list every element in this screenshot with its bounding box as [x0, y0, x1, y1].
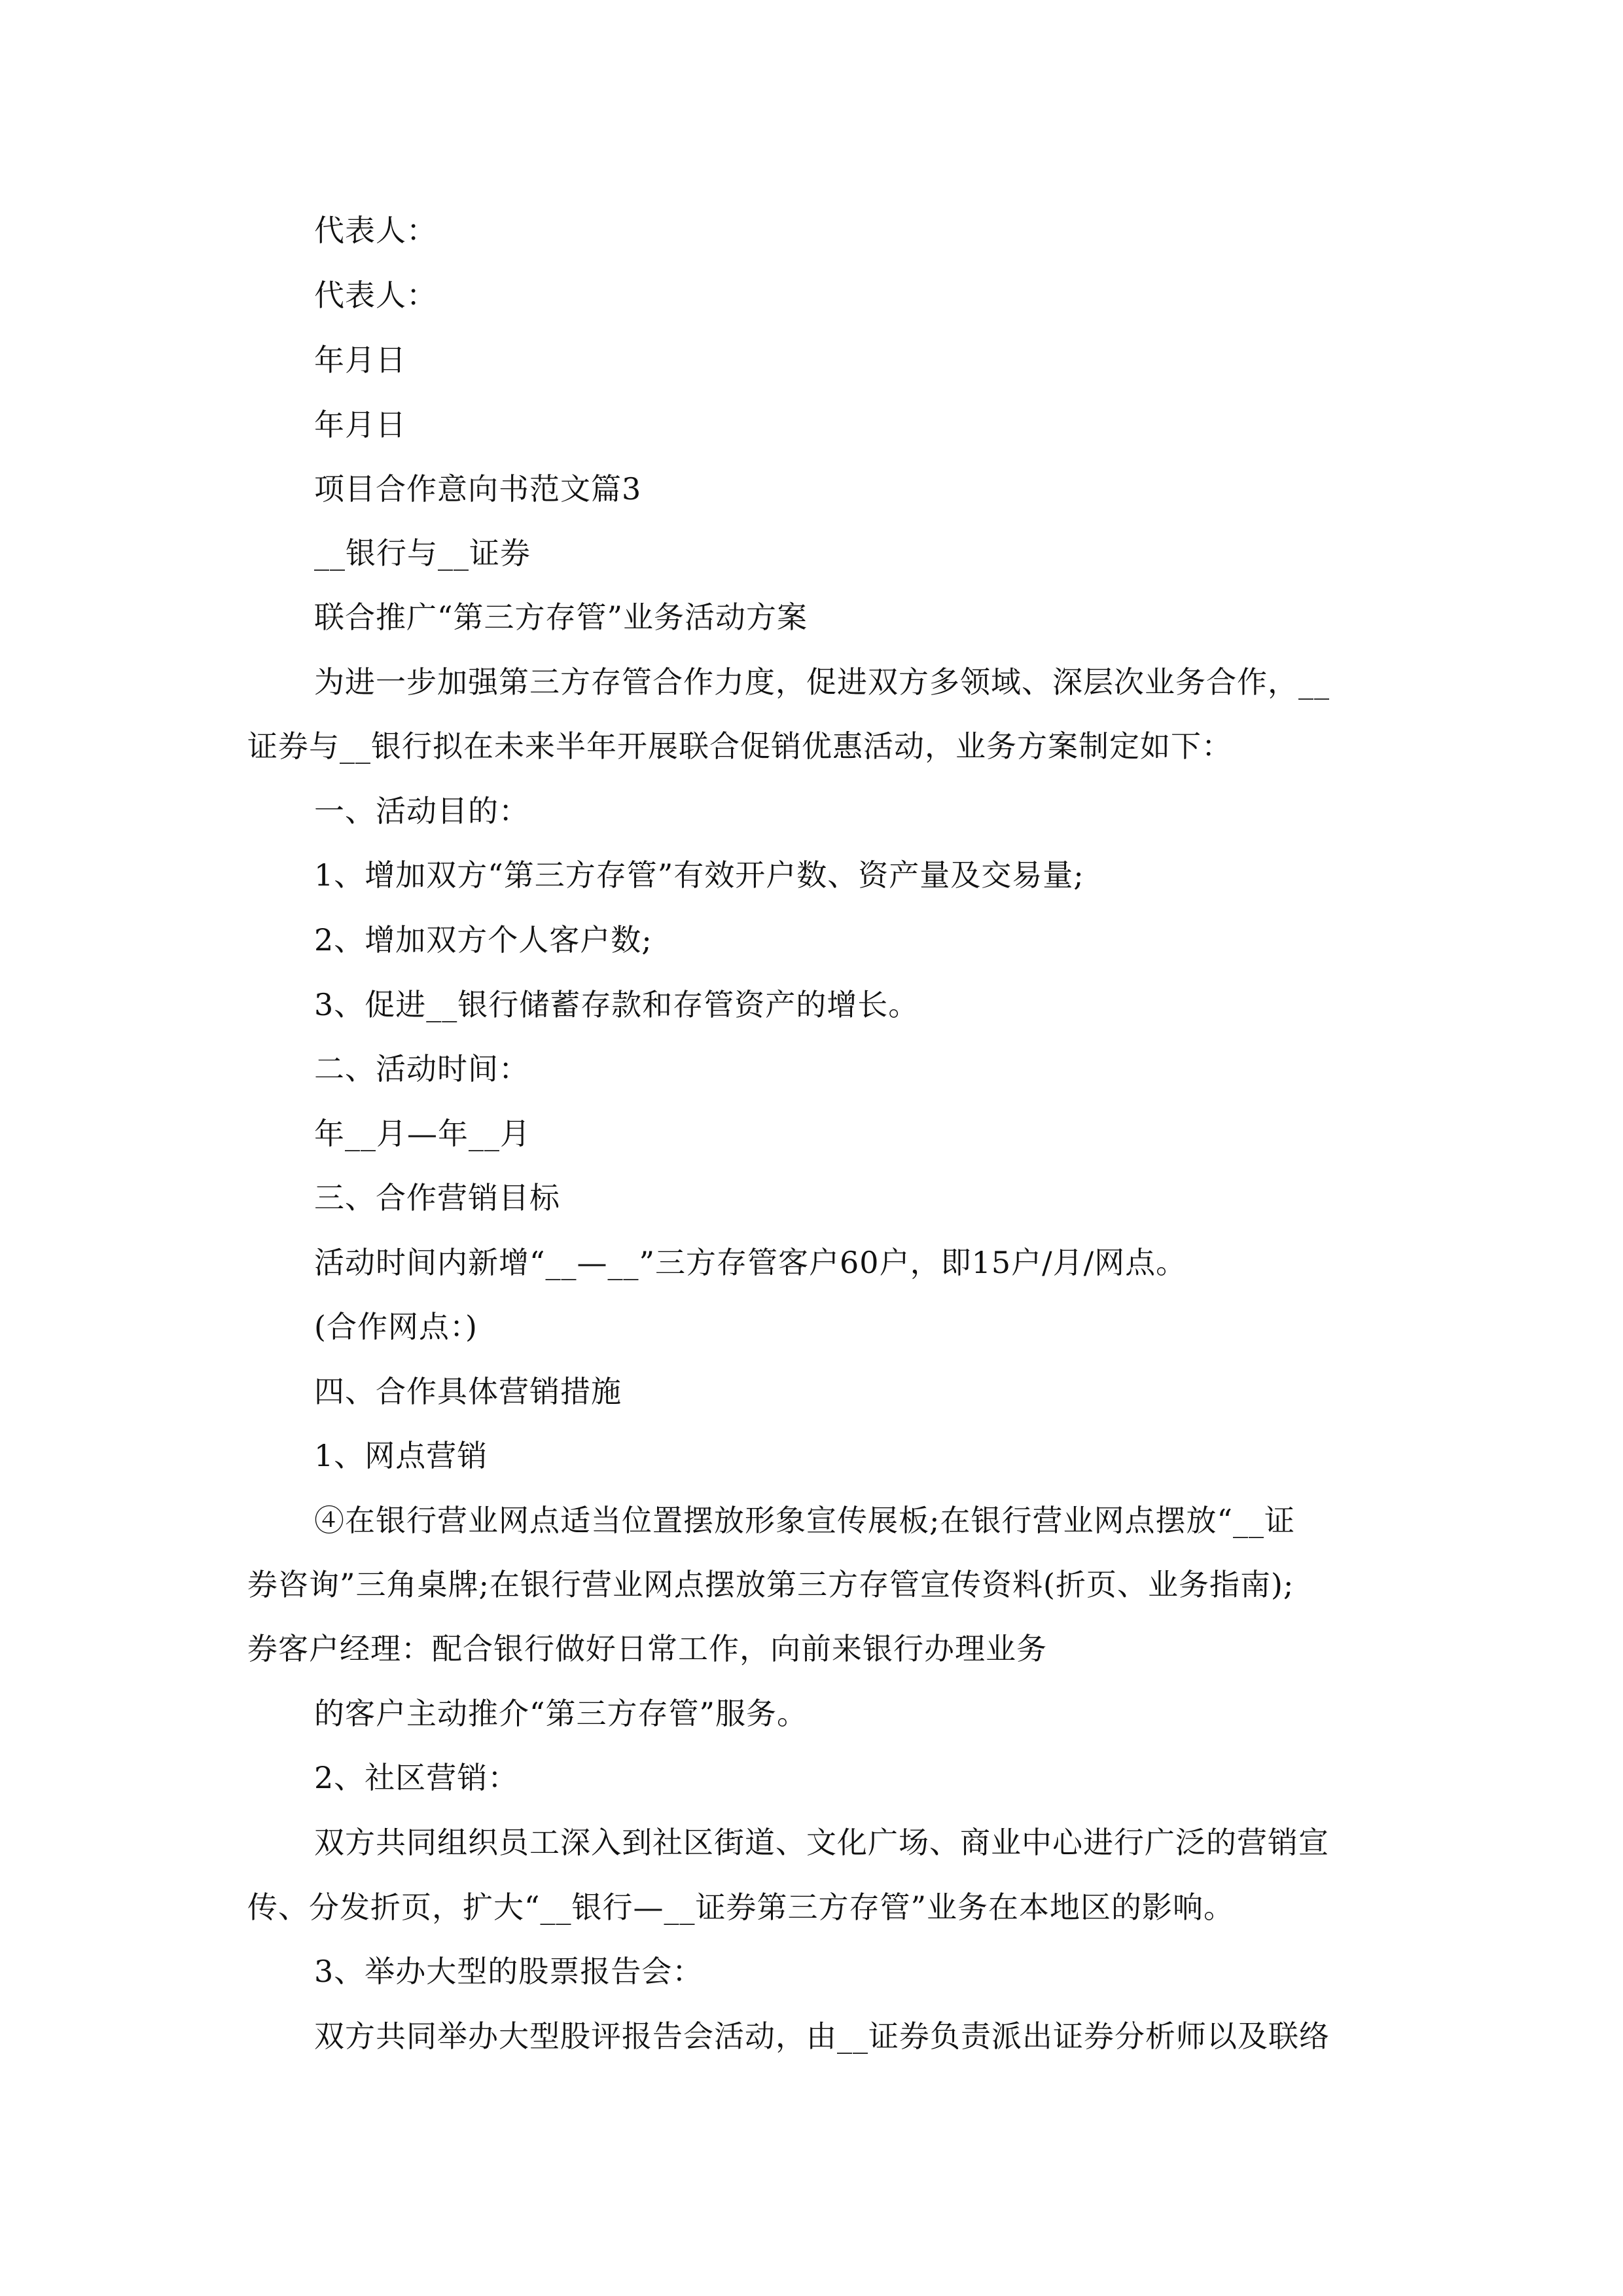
- text-line: 一、活动目的：: [314, 793, 529, 829]
- section-heading: 项目合作意向书范文篇3: [314, 471, 642, 507]
- text-line: 券咨询”三角桌牌;在银行营业网点摆放第三方存管宣传资料(折页、业务指南);: [247, 1567, 1294, 1602]
- text-line: 代表人：: [314, 213, 437, 248]
- text-line: 三、合作营销目标: [314, 1180, 560, 1215]
- text-line: 的客户主动推介“第三方存管”服务。: [314, 1696, 808, 1731]
- text-line: 券客户经理：配合银行做好日常工作，向前来银行办理业务: [247, 1631, 1047, 1666]
- text-line: 1、增加双方“第三方存管”有效开户数、资产量及交易量;: [314, 857, 1084, 893]
- text-line: 代表人：: [314, 278, 437, 313]
- text-line: 传、分发折页，扩大“__银行—__证券第三方存管”业务在本地区的影响。: [247, 1890, 1235, 1925]
- text-line: 1、网点营销: [314, 1438, 488, 1473]
- text-line: 3、举办大型的股票报告会：: [314, 1954, 704, 1989]
- text-line: 四、合作具体营销措施: [314, 1374, 622, 1409]
- document-title: 联合推广“第三方存管”业务活动方案: [314, 600, 808, 635]
- text-line: 2、社区营销：: [314, 1760, 519, 1795]
- text-line: 年月日: [314, 407, 406, 442]
- text-line: 二、活动时间：: [314, 1051, 529, 1086]
- text-line: 2、增加双方个人客户数;: [314, 922, 652, 958]
- text-line: 双方共同组织员工深入到社区街道、文化广场、商业中心进行广泛的营销宣: [314, 1825, 1329, 1860]
- text-line: 年__月—年__月: [314, 1116, 531, 1151]
- text-line: 为进一步加强第三方存管合作力度，促进双方多领域、深层次业务合作，__: [314, 664, 1330, 700]
- text-line: 证券与__银行拟在未来半年开展联合促销优惠活动，业务方案制定如下：: [247, 728, 1232, 764]
- text-line: __银行与__证券: [314, 535, 531, 571]
- text-line: 活动时间内新增“__—__”三方存管客户60户，即15户/月/网点。: [314, 1245, 1187, 1280]
- text-line: (合作网点：): [314, 1309, 478, 1344]
- text-line: 双方共同举办大型股评报告会活动，由__证券负责派出证券分析师以及联络: [314, 2018, 1330, 2054]
- text-line: 3、促进__银行储蓄存款和存管资产的增长。: [314, 987, 919, 1022]
- text-line: 年月日: [314, 342, 406, 378]
- text-line: ④在银行营业网点适当位置摆放形象宣传展板;在银行营业网点摆放“__证: [314, 1503, 1296, 1538]
